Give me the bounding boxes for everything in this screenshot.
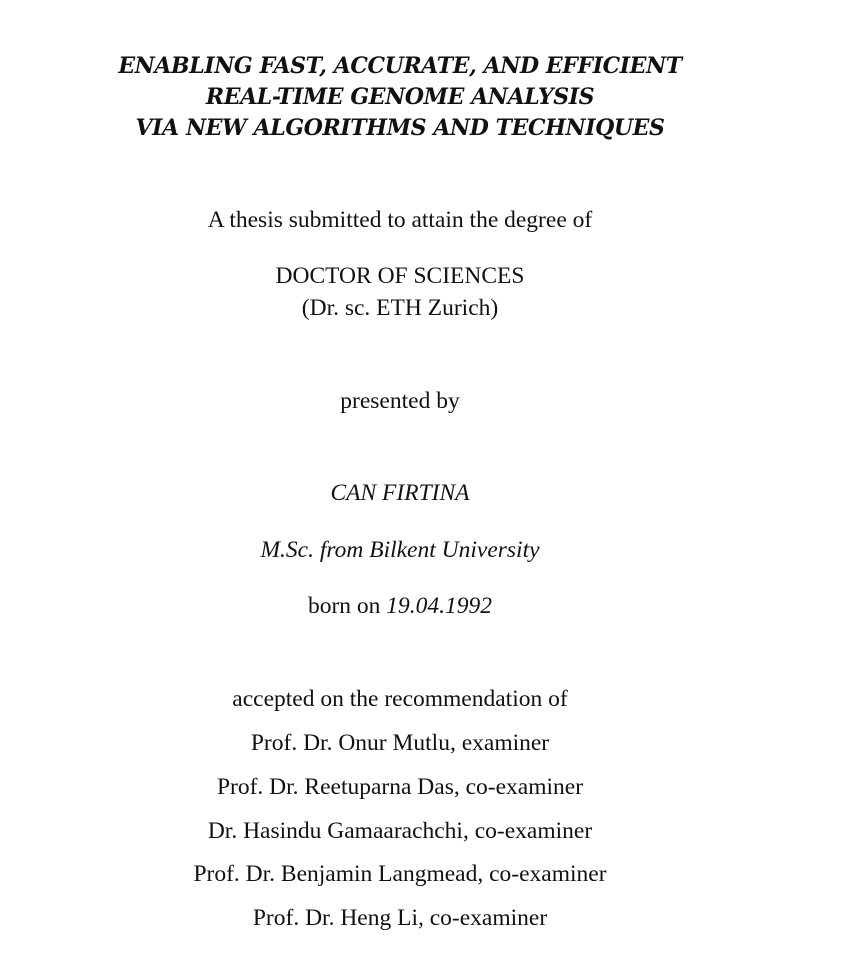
born-label: born on (307, 593, 381, 619)
presented-by: presented by (340, 388, 460, 414)
examiner-3: Dr. Hasindu Gamaarachchi, co-examiner (207, 818, 593, 844)
author-prior-degree: M.Sc. from Bilkent University (260, 537, 540, 563)
thesis-statement: A thesis submitted to attain the degree of (207, 207, 593, 233)
examiner-5: Prof. Dr. Heng Li, co-examiner (252, 905, 548, 931)
thesis-title-line-1: ENABLING FAST, ACCURATE, AND EFFICIENT (118, 53, 682, 79)
thesis-title-line-2: REAL-TIME GENOME ANALYSIS (205, 84, 595, 110)
degree-abbrev: (Dr. sc. ETH Zurich) (301, 295, 499, 321)
thesis-title-line-3: VIA NEW ALGORITHMS AND TECHNIQUES (135, 115, 665, 141)
author-birth-line (0, 593, 800, 620)
author-name: CAN FIRTINA (330, 480, 470, 506)
birth-date: 19.04.1992 (386, 593, 493, 619)
examiner-1: Prof. Dr. Onur Mutlu, examiner (250, 730, 550, 756)
degree-name: DOCTOR OF SCIENCES (275, 263, 525, 289)
recommendation-intro: accepted on the recommendation of (232, 686, 568, 712)
examiner-2: Prof. Dr. Reetuparna Das, co-examiner (216, 774, 584, 800)
examiner-4: Prof. Dr. Benjamin Langmead, co-examiner (193, 861, 607, 887)
